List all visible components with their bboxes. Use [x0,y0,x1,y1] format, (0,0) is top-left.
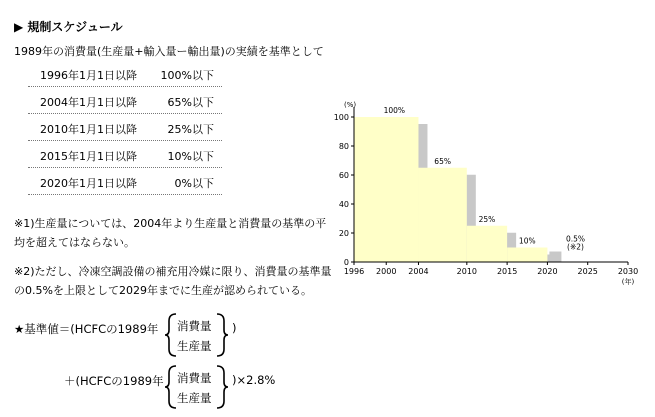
schedule-date: 2004年1月1日以降 [40,96,137,109]
y-tick-label: 80 [338,142,349,151]
x-tick-label: 2020 [537,267,558,276]
formula-line1-prefix: ★基準値＝(HCFCの1989年 [14,322,159,336]
heading-text: 規制スケジュール [27,20,123,34]
step-bar [418,168,466,262]
data-label: 100% [383,106,406,115]
y-tick-label: 0 [343,258,349,267]
x-tick-label: 2004 [408,267,429,276]
right-brace-icon [215,312,229,358]
data-label: 0.5% [565,234,586,244]
x-tick-label: 2000 [376,267,397,276]
schedule-row [28,145,222,168]
x-unit-label: (年) [621,278,635,286]
section-heading [14,18,123,35]
y-tick-label: 100 [333,113,349,122]
schedule-percent: 0%以下 [174,177,214,190]
left-brace-icon [164,312,178,358]
schedule-percent: 100%以下 [160,69,214,82]
x-tick-label: 2025 [577,267,598,276]
step-shadow [549,252,561,263]
schedule-date: 2015年1月1日以降 [40,150,137,163]
formula-line2-suffix: )×2.8% [232,373,276,387]
x-tick-label: 1996 [343,267,365,276]
data-label: (※2) [567,242,584,252]
schedule-percent: 10%以下 [167,150,214,163]
brace-item-production: 生産量 [177,339,212,353]
y-tick-label: 40 [338,200,349,209]
x-tick-label: 2010 [456,267,478,276]
note-1: ※1)生産量については、2004年より生産量と消費量の基準の平均を超えてはならない。 [14,217,327,249]
schedule-date: 1996年1月1日以降 [40,69,137,82]
schedule-row [28,91,222,114]
step-bar [507,248,547,263]
schedule-percent: 25%以下 [167,123,214,136]
step-bar [467,226,507,262]
formula-line2-prefix: ＋(HCFCの1989年 [64,374,164,388]
triangle-bullet-icon: ▶ [14,20,28,34]
basis-text: 1989年の消費量(生産量+輸入量ー輸出量)の実績を基準として [14,45,324,58]
reduction-chart [330,95,650,295]
data-label: 25% [478,214,496,224]
x-tick-label: 2015 [496,267,518,276]
data-label: 65% [434,156,451,166]
brace-item-production: 生産量 [177,391,212,405]
left-brace-icon [164,364,178,410]
right-brace-icon [215,364,229,410]
note-2: ※2)ただし、冷凍空調設備の補充用冷媒に限り、消費量の基準量の0.5%を上限として2029年までに生産が認められている。 [14,265,332,297]
y-tick-label: 60 [338,171,349,180]
data-label: 10% [518,236,536,246]
brace-item-consumption: 消費量 [177,319,212,333]
y-unit-label: (%) [344,101,357,109]
formula-line1-suffix: ) [232,321,237,335]
schedule-row [28,172,222,195]
schedule-row [28,118,222,141]
step-bar [354,117,418,262]
schedule-percent: 65%以下 [167,96,214,109]
schedule-date: 2020年1月1日以降 [40,177,137,190]
schedule-date: 2010年1月1日以降 [40,123,137,136]
brace-item-consumption: 消費量 [177,371,212,385]
schedule-row [28,64,222,87]
y-tick-label: 20 [338,229,349,238]
x-tick-label: 2030 [617,267,639,276]
